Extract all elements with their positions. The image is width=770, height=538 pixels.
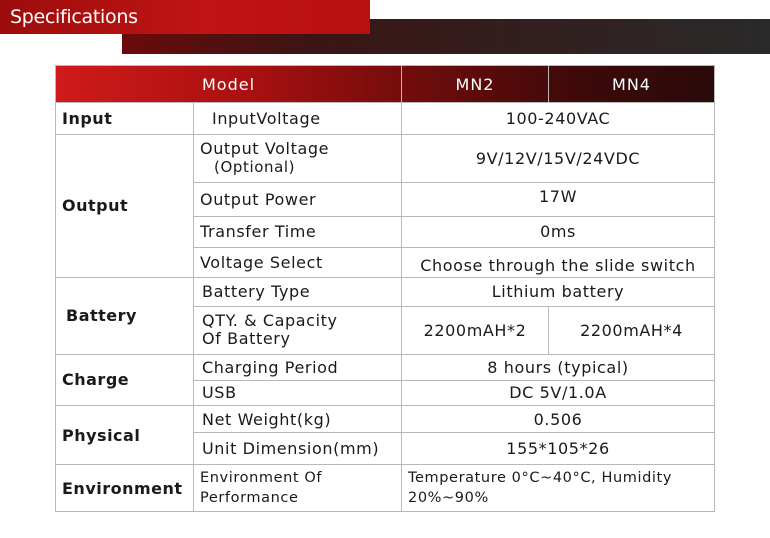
category-battery: Battery [56, 277, 194, 354]
value-usb: DC 5V/1.0A [402, 380, 715, 405]
table-row [56, 405, 715, 432]
banner-title: Specifications [0, 0, 370, 34]
param-battery-qty [194, 307, 402, 354]
header-row [56, 66, 715, 103]
value-battery-qty-mn4: 2200mAH*4 [549, 307, 715, 354]
value-battery-type: Lithium battery [402, 277, 715, 306]
header-model: Model [56, 66, 402, 103]
category-output: Output [56, 134, 194, 277]
param-net-weight: Net Weight(kg) [194, 405, 402, 432]
value-unit-dimension: 155*105*26 [402, 433, 715, 465]
param-environment-line1: Environment Of [200, 470, 323, 487]
value-voltage-select: Choose through the slide switch [402, 247, 715, 277]
param-output-power: Output Power [194, 183, 402, 217]
value-environment [402, 465, 715, 512]
param-output-voltage-line1: Output Voltage [200, 139, 330, 159]
param-unit-dimension: Unit Dimension(mm) [194, 433, 402, 465]
value-environment-line1: Temperature 0°C~40°C, Humidity [408, 470, 673, 487]
value-environment-line2: 20%~90% [408, 490, 489, 507]
table-row [56, 465, 715, 512]
param-environment-line2: Performance [200, 490, 299, 507]
param-environment [194, 465, 402, 512]
category-environment: Environment [56, 465, 194, 512]
value-output-voltage: 9V/12V/15V/24VDC [402, 134, 715, 182]
spec-table [55, 65, 715, 512]
param-voltage-select: Voltage Select [194, 247, 402, 277]
category-input: Input [56, 103, 194, 134]
param-battery-qty-line1: QTY. & Capacity [202, 311, 338, 331]
param-battery-type: Battery Type [194, 277, 402, 306]
value-output-power: 17W [402, 183, 715, 217]
param-transfer-time: Transfer Time [194, 217, 402, 247]
value-input-voltage: 100-240VAC [402, 103, 715, 134]
table-row [56, 103, 715, 134]
value-net-weight: 0.506 [402, 405, 715, 432]
param-usb: USB [194, 380, 402, 405]
param-charging-period: Charging Period [194, 354, 402, 380]
param-output-voltage [194, 134, 402, 182]
category-physical: Physical [56, 405, 194, 465]
table-row [56, 277, 715, 306]
param-input-voltage: InputVoltage [194, 103, 402, 134]
table-row [56, 354, 715, 380]
header-mn4: MN4 [549, 66, 715, 103]
value-battery-qty-mn2: 2200mAH*2 [402, 307, 549, 354]
header-mn2: MN2 [402, 66, 549, 103]
category-charge: Charge [56, 354, 194, 405]
param-output-voltage-line2: (Optional) [214, 158, 296, 177]
param-battery-qty-line2: Of Battery [202, 329, 291, 349]
value-transfer-time: 0ms [402, 217, 715, 247]
table-row [56, 134, 715, 182]
value-charging-period: 8 hours (typical) [402, 354, 715, 380]
